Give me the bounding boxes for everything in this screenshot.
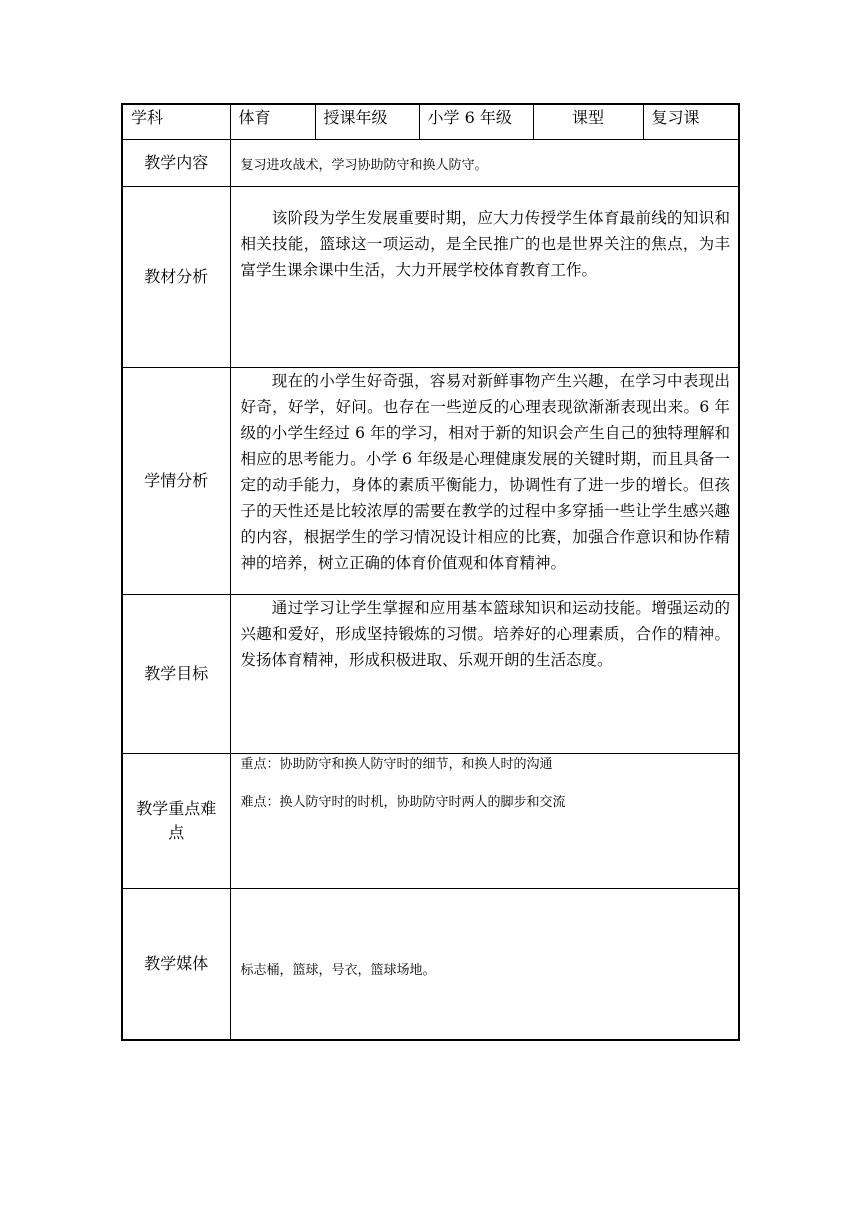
difficulty-point: 难点：换人防守时的时机，协助防守时两人的脚步和交流 — [240, 795, 566, 810]
goals-text: 通过学习让学生掌握和应用基本篮球知识和运动技能。增强运动的兴趣和爱好，形成坚持锻炼的习惯。培养好的心理素质，合作的精神。发扬体育精神，形成积极进取、乐观开朗的生活态度。 — [240, 599, 730, 669]
subject-value: 体育 — [230, 104, 315, 140]
keypoints-label: 教学重点难点 — [122, 754, 230, 889]
media-label: 教学媒体 — [122, 889, 230, 1041]
students-row — [122, 368, 739, 595]
students-label: 学情分析 — [122, 368, 230, 595]
keypoints-cell — [230, 754, 739, 889]
material-row — [122, 187, 739, 368]
students-text: 现在的小学生好奇强，容易对新鲜事物产生兴趣，在学习中表现出好奇，好学，好问。也存在一些逆反的心理表现欲渐渐表现出来。6 年级的小学生经过 6 年的学习，相对于新的知识会产生自己的独特理解和相应的思考能力。小学 6 年级是心理健康发展的关键时期，而且具备一定的动手能力，身体的素质平衡能力，协调性有了进一步的增长。但孩子的天性还是比较浓厚的需要在教学的过程中多穿插一些让学生感兴趣的内容，根据学生的学习情况设计相应的比赛，加强合作意识和协作精神的培养，树立正确的体育价值观和体育精神。 — [240, 372, 730, 572]
key-point: 重点：协助防守和换人防守时的细节，和换人时的沟通 — [240, 757, 553, 772]
subject-label: 学科 — [122, 104, 230, 140]
lesson-type-value: 复习课 — [643, 104, 739, 140]
keypoints-row — [122, 754, 739, 889]
lesson-type-label: 课型 — [533, 104, 643, 140]
header-row — [122, 104, 739, 140]
content-row — [122, 140, 739, 187]
media-text: 标志桶，篮球，号衣，篮球场地。 — [230, 889, 739, 1041]
grade-label: 授课年级 — [315, 104, 419, 140]
content-label: 教学内容 — [122, 140, 230, 187]
material-cell — [230, 187, 739, 368]
media-row — [122, 889, 739, 1041]
material-text: 该阶段为学生发展重要时期，应大力传授学生体育最前线的知识和相关技能，篮球这一项运动，是全民推广的也是世界关注的焦点，为丰富学生课余课中生活，大力开展学校体育教育工作。 — [240, 209, 730, 279]
students-cell — [230, 368, 739, 595]
lesson-plan-table — [121, 103, 740, 1041]
material-label: 教材分析 — [122, 187, 230, 368]
goals-row — [122, 595, 739, 754]
goals-label: 教学目标 — [122, 595, 230, 754]
goals-cell — [230, 595, 739, 754]
content-text: 复习进攻战术，学习协助防守和换人防守。 — [230, 140, 739, 187]
grade-value: 小学 6 年级 — [419, 104, 533, 140]
